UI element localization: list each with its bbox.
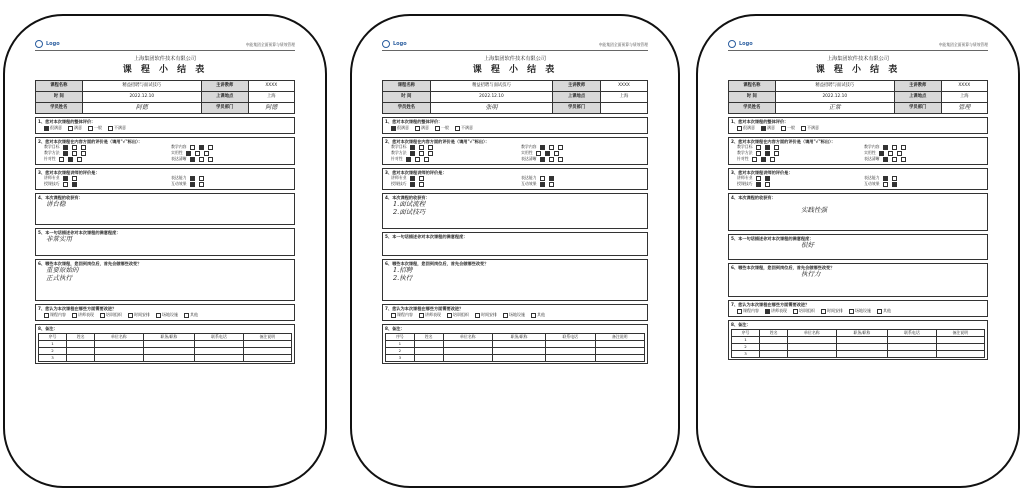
- q2-box: 2、您对本次课程在内容方面的评价是（请用"√"标出）： 教学目标 教学内容 教学方法 实用性 针对性 表达清晰: [382, 137, 648, 165]
- q8-box: 8、备注： 序号 姓名 单位名称 职务/职称 联系电话 备注说明 1 2 3: [35, 324, 295, 364]
- q7-box: 7、您认为本次课程在哪些方面需要改进？ 课程内容 讲师表现 培训组织 时间安排 场地设施 其他: [35, 304, 295, 321]
- q2-box: 2、您对本次课程在内容方面的评价是（请用"√"标出）： 教学目标 教学内容 教学方法 实用性 针对性 表达清晰: [35, 137, 295, 165]
- q8-box: 8、备注： 序号 姓名 单位名称 职务/职称 联系电话 备注说明 1 2 3: [382, 324, 648, 364]
- dept-handwriting: [600, 102, 647, 113]
- info-table: 课程名称 精益招聘与面试技巧 主讲教师 XXXX 时 间 2022.12.10 上课地点 上海 学员姓名 阿德 学员部门 阿德: [35, 80, 295, 114]
- q8-box: 8、备注： 序号 姓名 单位名称 职务/职称 联系电话 备注说明 1 2 3: [728, 320, 988, 360]
- q1-box: 1、您对本次课程的整体评价： 很满意 满意 一般 不满意: [35, 117, 295, 134]
- q4-answer: 讲台稳: [46, 200, 66, 209]
- q3-box: 3、您对本次课程讲师的评价是： 讲师专业 表达能力 授课技巧 互动效果: [382, 168, 648, 190]
- doc-title: 课 程 小 结 表: [472, 64, 558, 75]
- q6-box: 6、哪些本次课程，您回到岗位后，首先会做哪些改变？ 执行力: [728, 263, 988, 297]
- logo-mark-icon: [728, 40, 736, 48]
- dept-handwriting: 管理: [941, 102, 987, 113]
- doc-title: 课 程 小 结 表: [122, 64, 208, 75]
- q2-box: 2、您对本次课程在内容方面的评价是（请用"√"标出）： 教学目标 教学内容 教学方法 实用性 针对性 表达清晰: [728, 137, 988, 165]
- company-name: 上海集团软件技术有限公司: [483, 56, 547, 62]
- signature-table: 序号 姓名 单位名称 职务/职称 联系电话 备注说明 1 2 3: [385, 333, 645, 362]
- q5-box: 5、本一句话描述你对本次课程的满意程度： 很好: [728, 234, 988, 260]
- q4-box: 4、本次课程的收获有： 1.面试流程 2.面试技巧: [382, 193, 648, 229]
- dept-handwriting: 阿德: [248, 102, 294, 113]
- form-card-2: [350, 14, 680, 488]
- q5-answer: 很好: [801, 241, 814, 250]
- doc-title: 课 程 小 结 表: [815, 64, 901, 75]
- q1-box: 1、您对本次课程的整体评价： 很满意 满意 一般 不满意: [382, 117, 648, 134]
- q4-box: 4、本次课程的收获有： 讲台稳: [35, 193, 295, 225]
- company-name: 上海集团软件技术有限公司: [133, 56, 197, 62]
- q1-box: 1、您对本次课程的整体评价： 很满意 满意 一般 不满意: [728, 117, 988, 134]
- q7-box: 7、您认为本次课程在哪些方面需要改进？ 课程内容 讲师表现 培训组织 时间安排 场地设施 其他: [382, 304, 648, 321]
- company-logo: Logo: [35, 40, 60, 48]
- q6-box: 6、哪些本次课程，您回到岗位后，首先会做哪些改变？ 重要原始的 正式执行: [35, 259, 295, 301]
- header-right-text: 中能集团全面预算与绩效管理: [245, 42, 295, 48]
- q5-answer: 非常实用: [46, 235, 72, 244]
- q6-box: 6、哪些本次课程，您回到岗位后，首先会做哪些改变？ 1.招聘 2.执行: [382, 259, 648, 301]
- company-logo: Logo: [382, 40, 407, 48]
- sheet-3: [728, 38, 988, 472]
- header-right-text: 中能集团全面预算与绩效管理: [938, 42, 988, 48]
- sheet-2: [382, 38, 648, 472]
- form-card-1: [3, 14, 327, 488]
- form-card-3: [696, 14, 1020, 488]
- q4-box: 4、本次课程的收获有： 实践性强: [728, 193, 988, 231]
- info-table: 课程名称 精益招聘与面试技巧 主讲教师 XXXX 时 间 2022.12.10 上课地点 上海 学员姓名 正常 学员部门 管理: [728, 80, 988, 114]
- q7-box: 7、您认为本次课程在哪些方面需要改进？ 课程内容 讲师表现 培训组织 时间安排 场地设施 其他: [728, 300, 988, 317]
- header-right-text: 中能集团全面预算与绩效管理: [598, 42, 648, 48]
- q5-box: 5、本一句话描述你对本次课程的满意程度： 非常实用: [35, 228, 295, 256]
- q4-answer: 实践性强: [801, 206, 827, 215]
- q3-box: 3、您对本次课程讲师的评价是： 讲师专业 表达能力 授课技巧 互动效果: [35, 168, 295, 190]
- sheet-1: [35, 38, 295, 472]
- q4-answer: 1.面试流程: [393, 200, 426, 209]
- info-table: 课程名称 精益招聘与面试技巧 主讲教师 XXXX 时 间 2022.12.10 上课地点 上海 学员姓名 张明 学员部门: [382, 80, 648, 114]
- signature-table: 序号 姓名 单位名称 职务/职称 联系电话 备注说明 1 2 3: [731, 329, 985, 358]
- signature-table: 序号 姓名 单位名称 职务/职称 联系电话 备注说明 1 2 3: [38, 333, 292, 362]
- student-handwriting: 正常: [775, 102, 894, 113]
- logo-mark-icon: [35, 40, 43, 48]
- company-logo: Logo: [728, 40, 753, 48]
- logo-mark-icon: [382, 40, 390, 48]
- student-handwriting: 张明: [430, 102, 553, 113]
- student-handwriting: 阿德: [82, 102, 201, 113]
- company-name: 上海集团软件技术有限公司: [826, 56, 890, 62]
- q3-box: 3、您对本次课程讲师的评价是： 讲师专业 表达能力 授课技巧 互动效果: [728, 168, 988, 190]
- q5-box: 5、本一句话描述你对本次课程的满意程度：: [382, 232, 648, 256]
